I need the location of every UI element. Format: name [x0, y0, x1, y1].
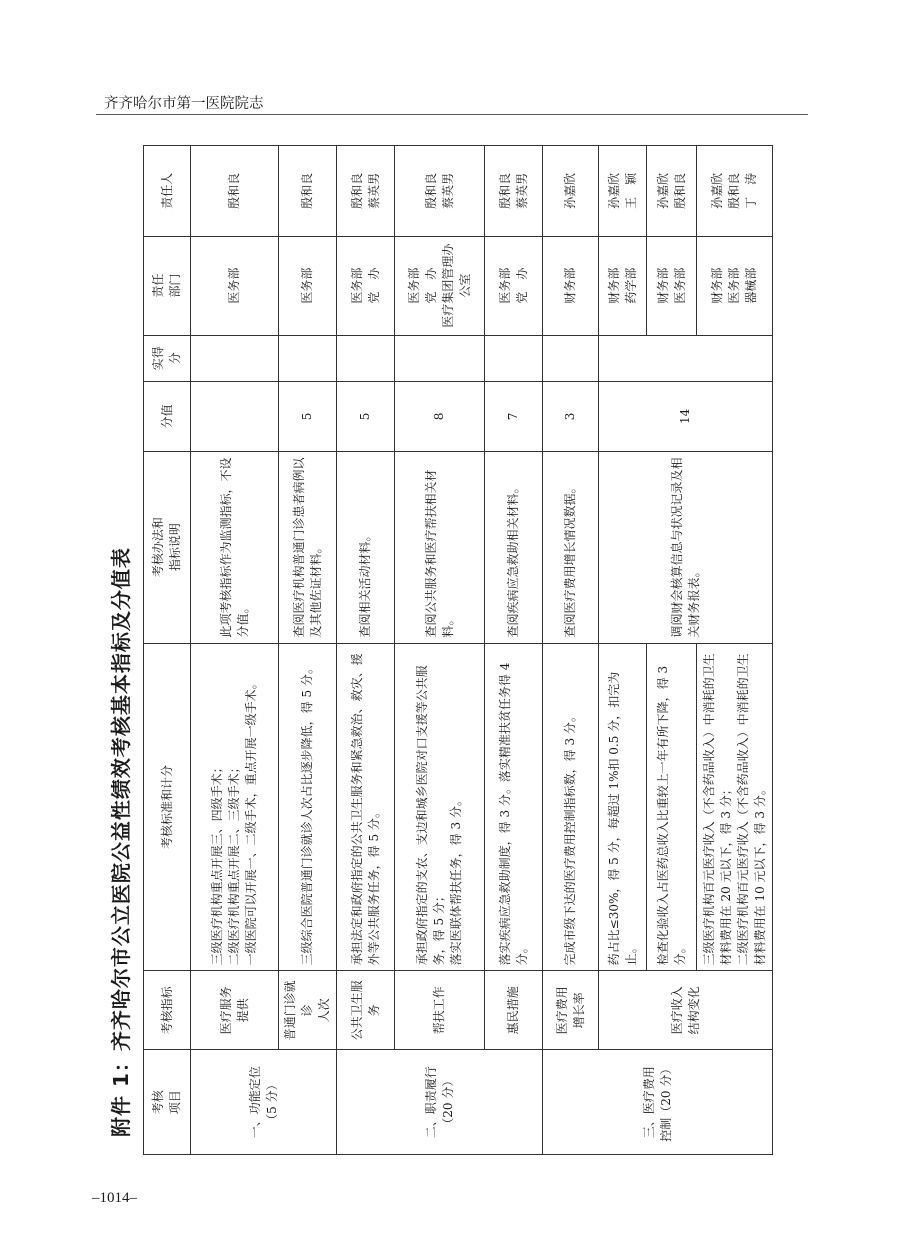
project-cell: 二、职责履行 （20 分） — [337, 1050, 543, 1155]
standard-cell: 检查化验收入占医药总收入比重较上一年有所下降，得 3 分。 — [647, 643, 697, 971]
indicator-cell: 医疗服务 提供 — [191, 971, 279, 1050]
method-cell: 查阅医疗费用增长情况数据。 — [543, 451, 599, 643]
table-row — [337, 146, 395, 1155]
actual-cell — [485, 335, 543, 381]
person-cell: 殷和良 蔡英男 — [395, 146, 485, 237]
score-cell: 14 — [599, 382, 773, 452]
table-row — [485, 146, 543, 1155]
actual-cell — [279, 335, 337, 381]
project-cell: 三、医疗费用 控制（20 分） — [543, 1050, 773, 1155]
dept-cell: 财务部 医务部 器械部 — [697, 236, 773, 335]
score-cell — [191, 382, 279, 452]
indicator-cell: 惠民措施 — [485, 971, 543, 1050]
method-cell: 此项考核指标作为监测指标，不设分值。 — [191, 451, 279, 643]
actual-cell — [599, 335, 773, 381]
method-cell: 查阅相关活动材料。 — [337, 451, 395, 643]
method-cell: 查阅疾病应急救助相关材料。 — [485, 451, 543, 643]
dept-cell: 财务部 医务部 — [647, 236, 697, 335]
standard-cell: 三级医疗机构重点开展三、四级手术； 二级医疗机构重点开展二、三级手术； 一级医院可以开展一、二级手术，重点开展一级手术。 — [191, 643, 279, 971]
dept-cell: 财务部 药学部 — [599, 236, 647, 335]
actual-cell — [337, 335, 395, 381]
actual-cell — [395, 335, 485, 381]
assessment-table — [143, 145, 773, 1155]
header-rule — [96, 114, 808, 115]
standard-cell: 药占比≤30%，得 5 分，每超过 1%扣 0.5 分，扣完为止。 — [599, 643, 647, 971]
book-title: 齐齐哈尔市第一医院院志 — [104, 96, 264, 112]
score-cell: 3 — [543, 382, 599, 452]
person-cell: 殷和良 — [279, 146, 337, 237]
page-number: –1014– — [92, 1190, 137, 1206]
standard-cell: 完成市级下达的医疗费用控制指标数，得 3 分。 — [543, 643, 599, 971]
method-cell: 查阅医疗机构普通门诊患者病例以及其他佐证材料。 — [279, 451, 337, 643]
indicator-cell: 医疗收入 结构变化 — [599, 971, 773, 1050]
header-project: 考核 项目 — [144, 1050, 191, 1155]
header-actual: 实得 分 — [144, 335, 191, 381]
person-cell: 孙嘉欣 王 颖 — [599, 146, 647, 237]
header-method: 考核办法和 指标说明 — [144, 451, 191, 643]
table-header-row — [144, 146, 191, 1155]
header-person: 责任人 — [144, 146, 191, 237]
indicator-cell: 普通门诊就诊 人次 — [279, 971, 337, 1050]
method-cell: 查阅公共服务和医疗帮扶相关材料。 — [395, 451, 485, 643]
indicator-cell: 公共卫生服 务 — [337, 971, 395, 1050]
person-cell: 殷和良 — [191, 146, 279, 237]
standard-cell: 三级医疗机构百元医疗收入（不含药品收入）中消耗的卫生材料费用在 20 元以下，得 3 分； 二级医疗机构百元医疗收入（不含药品收入）中消耗的卫生材料费用在 10 元以下，得 3 分。 — [697, 643, 773, 971]
dept-cell: 医务部 党 办 — [337, 236, 395, 335]
header-indicator: 考核指标 — [144, 971, 191, 1050]
table-row — [395, 146, 485, 1155]
header-dept: 责任 部门 — [144, 236, 191, 335]
dept-cell: 医务部 — [279, 236, 337, 335]
score-cell: 8 — [395, 382, 485, 452]
header-score: 分值 — [144, 382, 191, 452]
method-cell: 调阅财会核算信息与状况记录及相关财务报表。 — [599, 451, 773, 643]
standard-cell: 承担政府指定的支农、支边和城乡医院对口支援等公共服务，得 5 分； 落实医联体帮扶任务，得 3 分。 — [395, 643, 485, 971]
standard-cell: 落实疾病应急救助制度，得 3 分。落实精准扶贫任务得 4 分。 — [485, 643, 543, 971]
score-cell: 7 — [485, 382, 543, 452]
person-cell: 孙嘉欣 — [543, 146, 599, 237]
table-row — [543, 146, 599, 1155]
person-cell: 殷和良 蔡英男 — [337, 146, 395, 237]
actual-cell — [191, 335, 279, 381]
person-cell: 殷和良 蔡英男 — [485, 146, 543, 237]
indicator-cell: 医疗费用 增长率 — [543, 971, 599, 1050]
table-row — [599, 146, 647, 1155]
indicator-cell: 帮扶工作 — [395, 971, 485, 1050]
dept-cell: 医务部 — [191, 236, 279, 335]
rotated-table-area — [101, 145, 811, 1155]
standard-cell: 承担法定和政府指定的公共卫生服务和紧急救治、救灾、援外等公共服务任务，得 5 分。 — [337, 643, 395, 971]
document-title: 附件 1：齐齐哈尔市公立医院公益性绩效考核基本指标及分值表 — [109, 547, 133, 1137]
header-standard: 考核标准和计分 — [144, 643, 191, 971]
standard-cell: 三级综合医院普通门诊就诊人次占比逐步降低，得 5 分。 — [279, 643, 337, 971]
score-cell: 5 — [337, 382, 395, 452]
dept-cell: 财务部 — [543, 236, 599, 335]
actual-cell — [543, 335, 599, 381]
project-cell: 一、功能定位 （5 分） — [191, 1050, 337, 1155]
person-cell: 孙嘉欣 殷和良 丁 涛 — [697, 146, 773, 237]
dept-cell: 医务部 党 办 医疗集团管理办公室 — [395, 236, 485, 335]
table-row — [191, 146, 279, 1155]
table-row — [279, 146, 337, 1155]
person-cell: 孙嘉欣 殷和良 — [647, 146, 697, 237]
dept-cell: 医务部 党 办 — [485, 236, 543, 335]
score-cell: 5 — [279, 382, 337, 452]
